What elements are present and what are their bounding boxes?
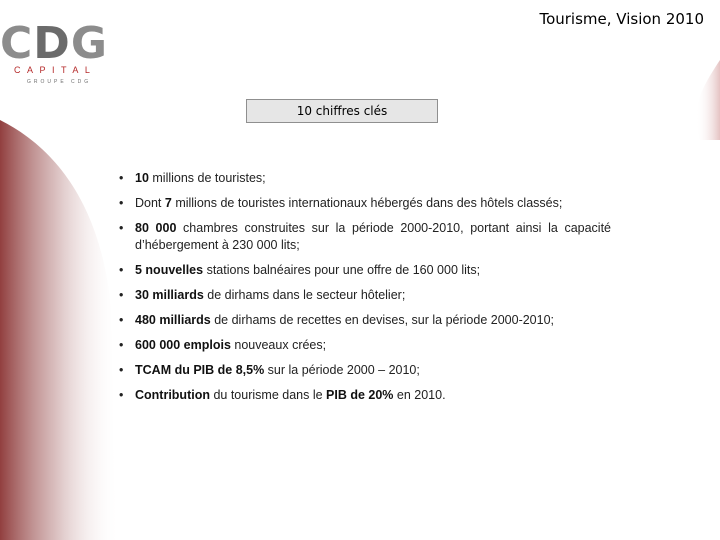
cdg-capital-logo: [0, 18, 120, 85]
item-text: stations balnéaires pour une offre de 160 000 lits;: [203, 263, 481, 277]
logo-subtitle: CAPITAL: [14, 65, 97, 75]
logo-mark: [0, 18, 108, 69]
section-title-box: [246, 99, 438, 123]
logo-group-text: GROUPE CDG: [27, 79, 92, 85]
item-highlight: 7: [164, 196, 172, 210]
item-text: nouveaux crées;: [230, 338, 327, 352]
item-highlight: Contribution: [135, 388, 210, 402]
key-figures-list: [119, 170, 611, 412]
item-text: sur la période 2000 – 2010;: [264, 363, 420, 377]
list-item: [119, 387, 611, 404]
item-highlight: 480 milliards: [135, 313, 211, 327]
list-item: [119, 195, 611, 212]
page-title: Tourisme, Vision 2010: [539, 10, 704, 28]
item-tail: en 2010.: [393, 388, 446, 402]
item-highlight: 600 000 emplois: [135, 338, 231, 352]
item-highlight: 10: [135, 171, 149, 185]
section-title: 10 chiffres clés: [296, 104, 388, 118]
list-item: [119, 262, 611, 279]
item-highlight: 80 000: [135, 221, 177, 235]
list-item: [119, 362, 611, 379]
list-item: [119, 337, 611, 354]
item-text: millions de touristes;: [148, 171, 266, 185]
item-text: de dirhams de recettes en devises, sur la période 2000-2010;: [210, 313, 555, 327]
logo-letter-g: G: [70, 18, 108, 69]
item-text: millions de touristes internationaux hébergés dans des hôtels classés;: [171, 196, 563, 210]
item-highlight: TCAM du PIB de 8,5%: [135, 363, 265, 377]
item-text: du tourisme dans le: [209, 388, 327, 402]
item-highlight: 30 milliards: [135, 288, 204, 302]
item-highlight: 5 nouvelles: [135, 263, 204, 277]
item-text: chambres construites sur la période 2000-2010, portant ainsi la capacité d’hébergement à 230 000 lits;: [135, 221, 612, 252]
list-item: [119, 220, 611, 254]
list-item: [119, 170, 611, 187]
list-item: [119, 287, 611, 304]
logo-letter-c: C: [0, 18, 34, 69]
logo-letter-d: D: [33, 18, 71, 69]
item-lead: Dont: [135, 196, 165, 210]
list-item: [119, 312, 611, 329]
item-highlight-2: PIB de 20%: [326, 388, 394, 402]
item-text: de dirhams dans le secteur hôtelier;: [203, 288, 406, 302]
